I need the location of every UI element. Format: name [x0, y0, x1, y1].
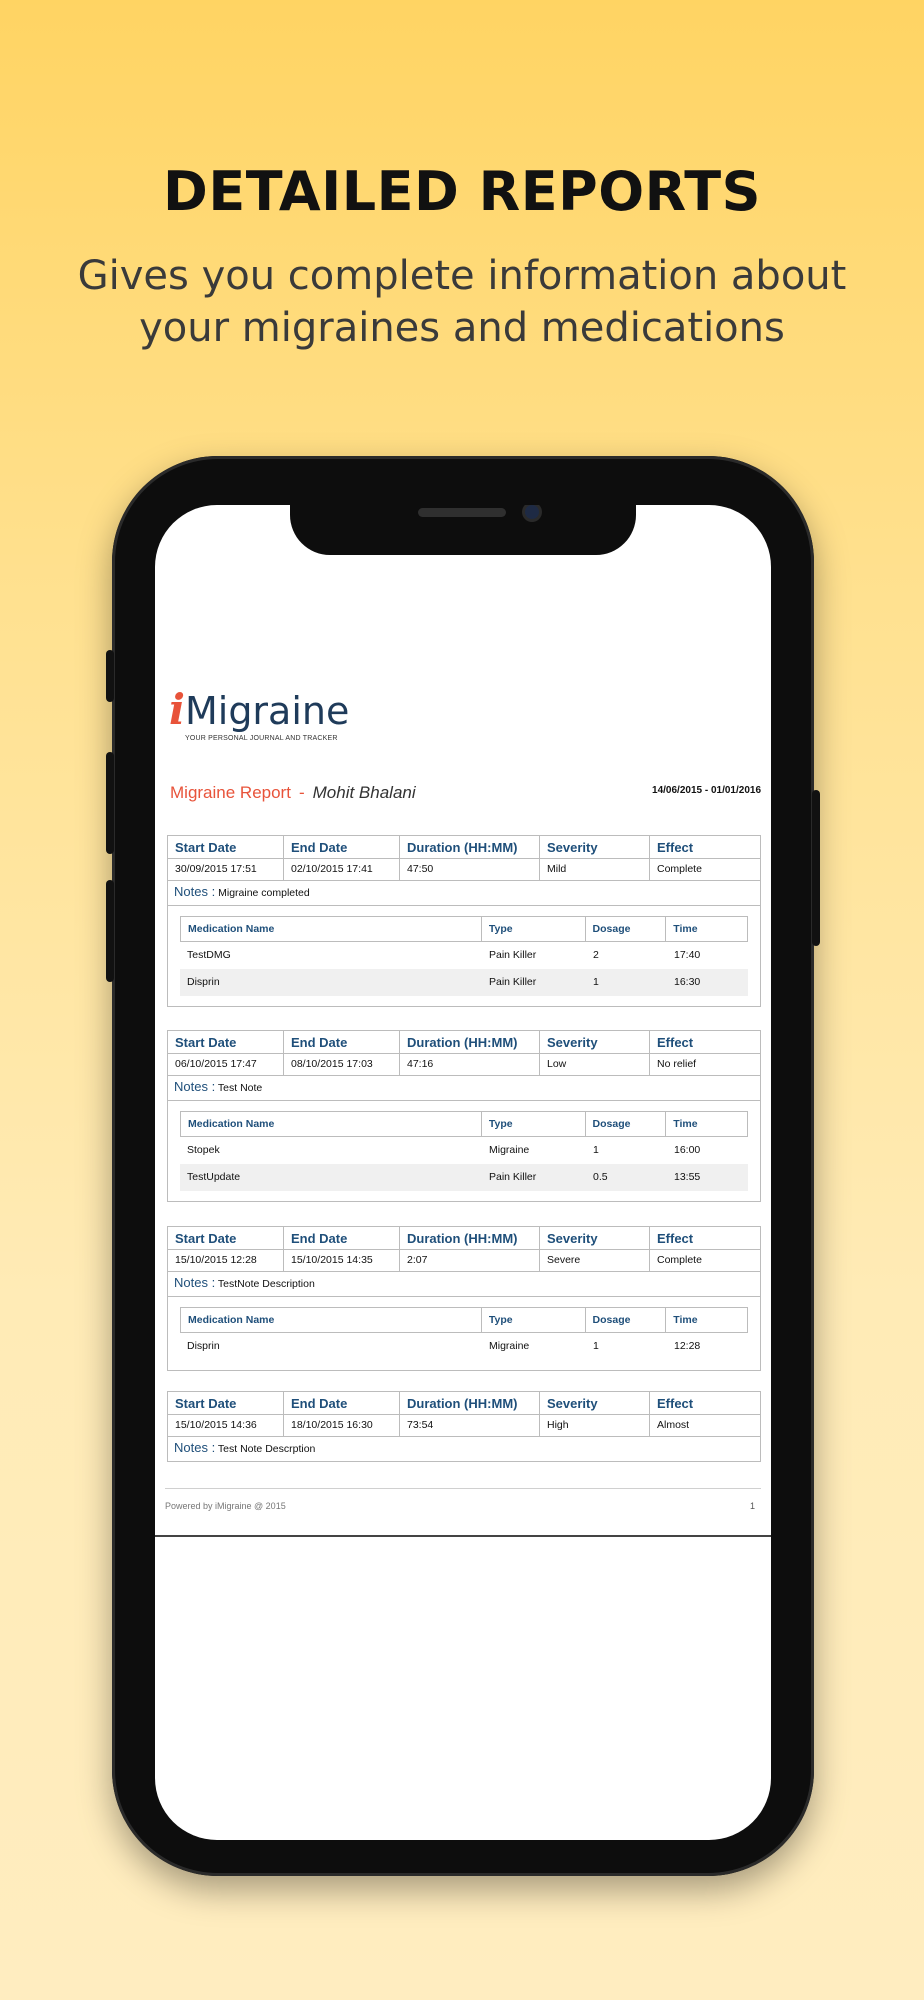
- medication-table: [180, 1307, 748, 1360]
- med-col-type: Type: [482, 917, 586, 941]
- phone-volume-up-button: [106, 752, 114, 854]
- report-date-range: 14/06/2015 - 01/01/2016: [652, 785, 761, 796]
- report-title-text: Migraine Report: [170, 783, 291, 802]
- med-name: TestDMG: [187, 949, 231, 961]
- patient-name: Mohit Bhalani: [312, 783, 416, 802]
- severity-value: Mild: [540, 859, 650, 880]
- notes-label: Notes :: [174, 1275, 216, 1290]
- front-camera-icon: [525, 505, 539, 519]
- start-date-value: 15/10/2015 12:28: [168, 1250, 284, 1271]
- med-dosage: 1: [593, 976, 599, 988]
- end-date-value: 15/10/2015 14:35: [284, 1250, 400, 1271]
- entry-notes: [168, 881, 760, 906]
- col-start-date: Start Date: [168, 836, 284, 858]
- notes-text: Test Note Descrption: [217, 1443, 316, 1455]
- entry-header-row: [168, 1392, 760, 1414]
- medication-row: [180, 969, 748, 996]
- logo-i-mark: i: [169, 685, 185, 734]
- duration-value: 47:16: [400, 1054, 540, 1075]
- col-duration: Duration (HH:MM): [400, 836, 540, 858]
- effect-value: No relief: [657, 1058, 697, 1070]
- effect-value: Complete: [657, 863, 702, 875]
- phone-screen: [155, 505, 771, 1840]
- med-dosage: 2: [593, 949, 599, 961]
- med-col-type: Type: [482, 1308, 586, 1332]
- medication-row: [180, 1333, 748, 1360]
- medication-row: [180, 1164, 748, 1191]
- severity-value: Low: [540, 1054, 650, 1075]
- med-col-type: Type: [482, 1112, 586, 1136]
- med-type: Pain Killer: [489, 949, 537, 961]
- med-type: Pain Killer: [489, 1171, 537, 1183]
- notes-text: TestNote Description: [217, 1278, 315, 1290]
- end-date-value: 08/10/2015 17:03: [284, 1054, 400, 1075]
- entry-header-row: [168, 1227, 760, 1249]
- notes-label: Notes :: [174, 884, 216, 899]
- med-col-time: Time: [673, 1118, 698, 1130]
- med-dosage: 1: [593, 1340, 599, 1352]
- entry-values-row: [168, 1414, 760, 1437]
- medication-header-row: [180, 916, 748, 942]
- col-end-date: End Date: [284, 836, 400, 858]
- col-duration: Duration (HH:MM): [400, 1031, 540, 1053]
- med-col-dosage: Dosage: [586, 917, 667, 941]
- phone-volume-down-button: [106, 880, 114, 982]
- col-effect: Effect: [657, 1231, 694, 1246]
- medication-table: [180, 1111, 748, 1191]
- report-title: [170, 783, 416, 803]
- notes-label: Notes :: [174, 1079, 216, 1094]
- med-col-dosage: Dosage: [586, 1308, 667, 1332]
- entry-values-row: [168, 858, 760, 881]
- end-date-value: 02/10/2015 17:41: [284, 859, 400, 880]
- med-col-dosage: Dosage: [586, 1112, 667, 1136]
- entry-notes: [168, 1076, 760, 1101]
- med-name: TestUpdate: [187, 1171, 241, 1183]
- entry-values-row: [168, 1249, 760, 1272]
- powered-by-text: Powered by iMigraine @ 2015: [165, 1501, 286, 1511]
- col-duration: Duration (HH:MM): [400, 1227, 540, 1249]
- med-time: 13:55: [674, 1171, 701, 1183]
- start-date-value: 30/09/2015 17:51: [168, 859, 284, 880]
- migraine-entry: [167, 1030, 761, 1202]
- medication-header-row: [180, 1111, 748, 1137]
- logo-wordmark: Migraine: [184, 689, 350, 733]
- phone-power-button: [812, 790, 820, 946]
- col-severity: Severity: [540, 1392, 650, 1414]
- col-start-date: Start Date: [168, 1031, 284, 1053]
- col-severity: Severity: [540, 836, 650, 858]
- col-end-date: End Date: [284, 1392, 400, 1414]
- start-date-value: 15/10/2015 14:36: [168, 1415, 284, 1436]
- med-type: Migraine: [489, 1340, 530, 1352]
- notes-text: Test Note: [217, 1082, 263, 1094]
- entry-header-row: [168, 1031, 760, 1053]
- promo-headline: DETAILED REPORTS: [163, 160, 761, 223]
- med-dosage: 0.5: [593, 1171, 608, 1183]
- col-effect: Effect: [657, 1035, 694, 1050]
- effect-value: Complete: [657, 1254, 702, 1266]
- col-duration: Duration (HH:MM): [400, 1392, 540, 1414]
- duration-value: 2:07: [400, 1250, 540, 1271]
- phone-notch: [290, 505, 636, 555]
- phone-mute-switch: [106, 650, 114, 702]
- med-time: 17:40: [674, 949, 701, 961]
- med-dosage: 1: [593, 1144, 599, 1156]
- col-effect: Effect: [657, 1396, 694, 1411]
- effect-value: Almost: [657, 1419, 690, 1431]
- migraine-entry: [167, 1391, 761, 1462]
- page-number: 1: [749, 1501, 755, 1511]
- medication-header-row: [180, 1307, 748, 1333]
- col-start-date: Start Date: [168, 1392, 284, 1414]
- promo-subline: Gives you complete information about your migraines and medications: [77, 253, 847, 351]
- med-col-time: Time: [673, 1314, 698, 1326]
- page-end-divider: [155, 1535, 771, 1537]
- medication-table: [180, 916, 748, 996]
- migraine-entry: [167, 835, 761, 1007]
- col-severity: Severity: [540, 1227, 650, 1249]
- col-effect: Effect: [657, 840, 694, 855]
- med-col-name: Medication Name: [181, 1308, 482, 1332]
- med-time: 16:30: [674, 976, 701, 988]
- entry-values-row: [168, 1053, 760, 1076]
- footer-divider: [165, 1488, 761, 1489]
- migraine-entry: [167, 1226, 761, 1371]
- speaker-grille: [418, 508, 506, 517]
- duration-value: 47:50: [400, 859, 540, 880]
- medication-row: [180, 1137, 748, 1164]
- col-end-date: End Date: [284, 1227, 400, 1249]
- start-date-value: 06/10/2015 17:47: [168, 1054, 284, 1075]
- med-time: 16:00: [674, 1144, 701, 1156]
- app-logo: [169, 685, 350, 742]
- notes-label: Notes :: [174, 1440, 216, 1455]
- severity-value: Severe: [540, 1250, 650, 1271]
- end-date-value: 18/10/2015 16:30: [284, 1415, 400, 1436]
- duration-value: 73:54: [400, 1415, 540, 1436]
- med-col-time: Time: [673, 923, 698, 935]
- col-start-date: Start Date: [168, 1227, 284, 1249]
- entry-header-row: [168, 836, 760, 858]
- report-title-separator: -: [298, 783, 305, 802]
- medication-row: [180, 942, 748, 969]
- med-type: Migraine: [489, 1144, 530, 1156]
- logo-tagline: YOUR PERSONAL JOURNAL AND TRACKER: [185, 735, 338, 742]
- entry-notes: [168, 1272, 760, 1297]
- med-col-name: Medication Name: [181, 917, 482, 941]
- med-name: Disprin: [187, 976, 220, 988]
- med-time: 12:28: [674, 1340, 701, 1352]
- med-name: Disprin: [187, 1340, 220, 1352]
- col-severity: Severity: [540, 1031, 650, 1053]
- med-name: Stopek: [187, 1144, 220, 1156]
- med-col-name: Medication Name: [181, 1112, 482, 1136]
- severity-value: High: [540, 1415, 650, 1436]
- med-type: Pain Killer: [489, 976, 537, 988]
- col-end-date: End Date: [284, 1031, 400, 1053]
- notes-text: Migraine completed: [218, 887, 310, 899]
- entry-notes: [168, 1437, 760, 1461]
